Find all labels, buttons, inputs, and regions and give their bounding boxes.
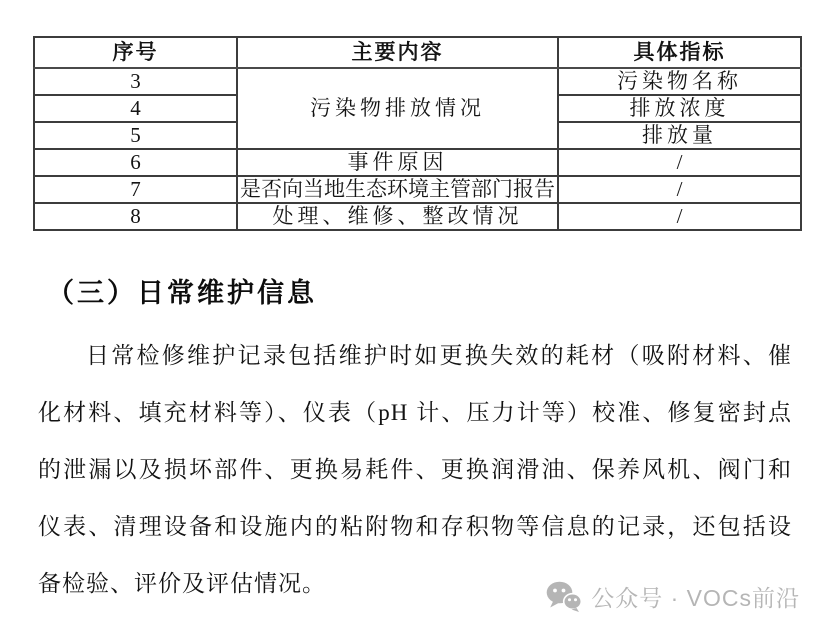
cell-content: 处理、维修、整改情况 — [237, 203, 558, 230]
indicator-table — [33, 36, 800, 231]
paragraph-line: 的泄漏以及损坏部件、更换易耗件、更换润滑油、保养风机、阀门和 — [38, 457, 792, 482]
cell-indicator: 排放浓度 — [558, 95, 801, 122]
paragraph-line: 仪表、清理设备和设施内的粘附物和存积物等信息的记录，还包括设 — [38, 514, 792, 539]
cell-seq: 6 — [34, 149, 237, 176]
paragraph-line: 化材料、填充材料等）、仪表（pH 计、压力计等）校准、修复密封点 — [38, 400, 792, 425]
cell-content: 是否向当地生态环境主管部门报告 — [237, 176, 558, 203]
cell-content: 事件原因 — [237, 149, 558, 176]
cell-indicator: 污染物名称 — [558, 68, 801, 95]
col-header-seq: 序号 — [34, 37, 237, 68]
cell-seq: 4 — [34, 95, 237, 122]
body-paragraph — [38, 327, 792, 612]
watermark — [546, 580, 800, 613]
cell-seq: 8 — [34, 203, 237, 230]
watermark-label: 公众号 · VOCs前沿 — [591, 585, 800, 611]
cell-indicator: 排放量 — [558, 122, 801, 149]
table-row — [34, 176, 801, 203]
table-row — [34, 149, 801, 176]
wechat-icon — [546, 581, 582, 613]
paragraph-line: 备检验、评价及评估情况。 — [38, 571, 326, 596]
cell-seq: 7 — [34, 176, 237, 203]
section-heading: （三）日常维护信息 — [47, 278, 317, 308]
table-header-row — [34, 37, 801, 68]
cell-indicator: / — [558, 149, 801, 176]
table-row — [34, 203, 801, 230]
paragraph-line: 日常检修维护记录包括维护时如更换失效的耗材（吸附材料、催 — [86, 343, 792, 368]
col-header-indicator: 具体指标 — [558, 37, 801, 68]
cell-seq: 3 — [34, 68, 237, 95]
cell-seq: 5 — [34, 122, 237, 149]
cell-indicator: / — [558, 176, 801, 203]
col-header-content: 主要内容 — [237, 37, 558, 68]
cell-indicator: / — [558, 203, 801, 230]
table-row — [34, 68, 801, 95]
cell-content-merged: 污染物排放情况 — [237, 68, 558, 149]
